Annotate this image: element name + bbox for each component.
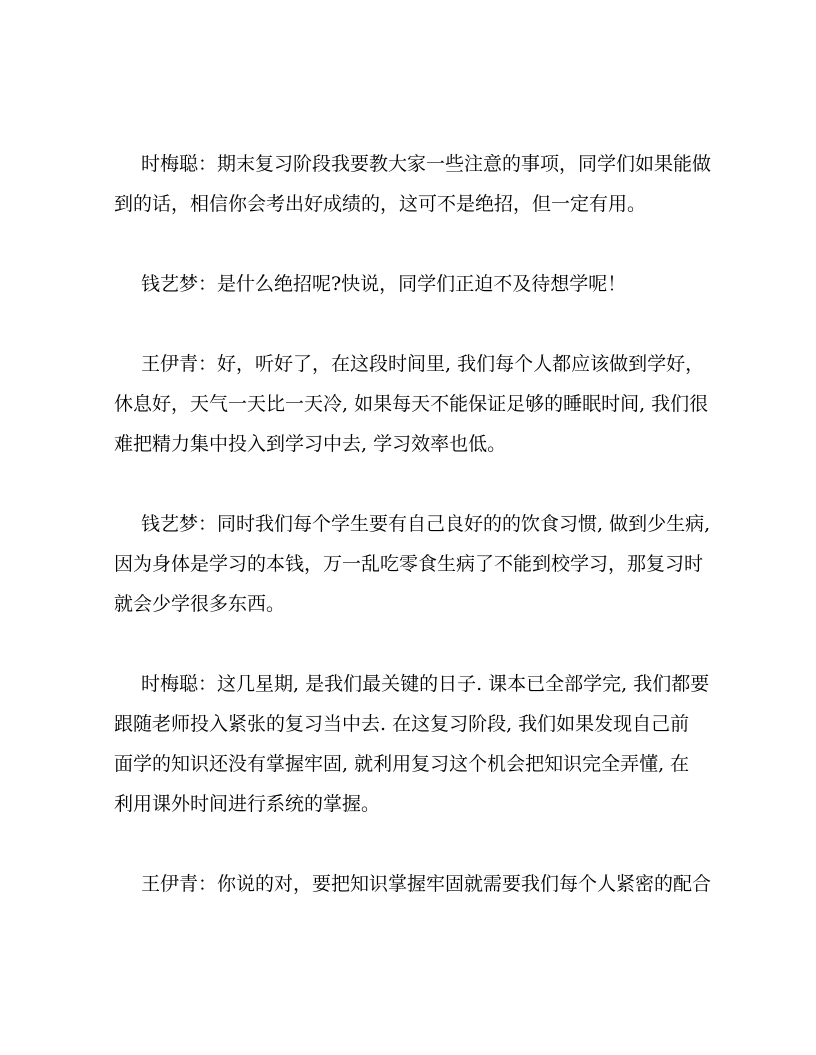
paragraph-line: 时梅聪：期末复习阶段我要教大家一些注意的事项，同学们如果能做 xyxy=(141,153,712,175)
paragraph-line: 因为身体是学习的本钱，万一乱吃零食生病了不能到校学习，那复习时 xyxy=(114,553,704,575)
paragraph-line: 王伊青：好，听好了，在这段时间里, 我们每个人都应该做到学好， xyxy=(141,353,705,375)
paragraph-line: 钱艺梦：同时我们每个学生要有自己良好的的饮食习惯, 做到少生病, xyxy=(141,513,711,535)
paragraph-qian-yimeng-1 xyxy=(114,264,714,304)
paragraph-line: 休息好，天气一天比一天冷, 如果每天不能保证足够的睡眠时间, 我们很 xyxy=(114,393,709,415)
paragraph-wang-yiqing-2 xyxy=(114,864,714,904)
paragraph-line: 钱艺梦：是什么绝招呢?快说，同学们正迫不及待想学呢！ xyxy=(141,273,627,295)
paragraph-line: 到的话，相信你会考出好成绩的，这可不是绝招，但一定有用。 xyxy=(114,193,647,215)
paragraph-line: 跟随老师投入紧张的复习当中去. 在这复习阶段, 我们如果发现自己前 xyxy=(114,713,690,735)
paragraph-shi-meicong-1 xyxy=(114,144,714,224)
paragraph-line: 难把精力集中投入到学习中去, 学习效率也低。 xyxy=(114,433,507,455)
paragraph-line: 面学的知识还没有掌握牢固, 就利用复习这个机会把知识完全弄懂, 在 xyxy=(114,753,690,775)
paragraph-line: 就会少学很多东西。 xyxy=(114,593,286,615)
paragraph-wang-yiqing-1 xyxy=(114,344,714,464)
paragraph-qian-yimeng-2 xyxy=(114,504,714,624)
paragraph-line: 时梅聪：这几星期, 是我们最关键的日子. 课本已全部学完, 我们都要 xyxy=(141,673,710,695)
paragraph-line: 王伊青：你说的对，要把知识掌握牢固就需要我们每个人紧密的配合 xyxy=(141,873,712,895)
paragraph-line: 利用课外时间进行系统的掌握。 xyxy=(114,793,381,815)
paragraph-shi-meicong-2 xyxy=(114,664,714,824)
dialogue-body xyxy=(114,144,714,944)
